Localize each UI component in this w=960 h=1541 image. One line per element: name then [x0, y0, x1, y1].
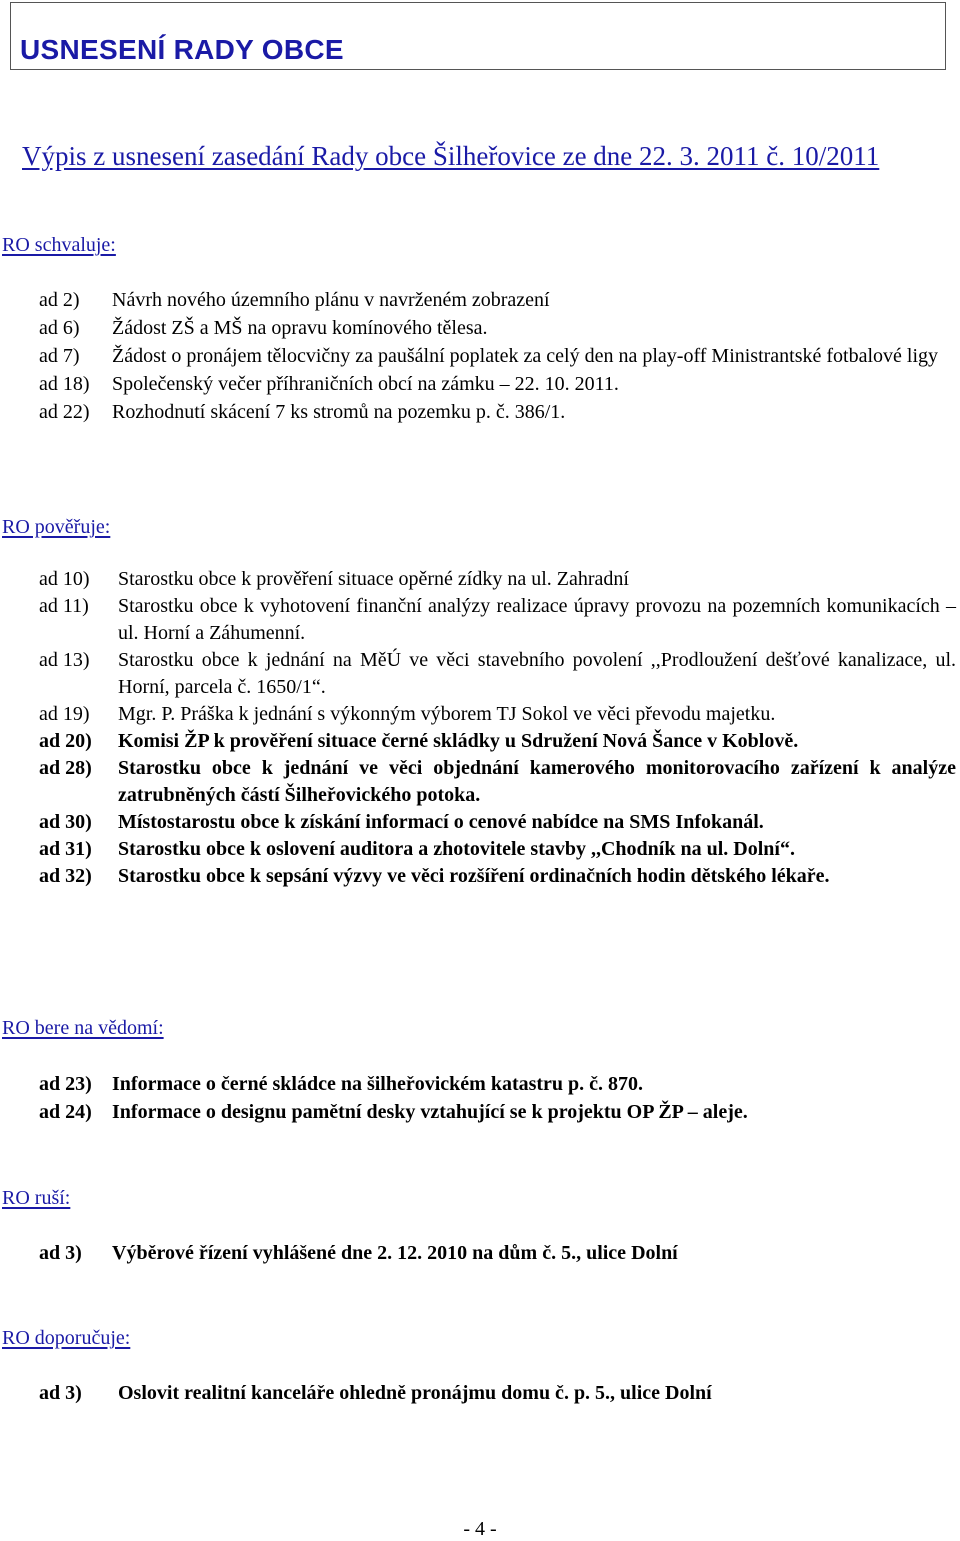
- item-number: ad 24): [39, 1101, 92, 1123]
- item-text: Místostarostu obce k získání informací o cenové nabídce na SMS Infokanál.: [118, 811, 764, 833]
- page-number: - 4 -: [463, 1518, 497, 1540]
- list-item: [39, 342, 958, 370]
- list-item: [39, 286, 958, 314]
- item-number: ad 30): [39, 811, 92, 833]
- list-item: [39, 836, 956, 863]
- list-item: [39, 728, 956, 755]
- item-number: ad 10): [39, 568, 90, 590]
- item-text: Rozhodnutí skácení 7 ks stromů na pozemku p. č. 386/1.: [112, 401, 566, 423]
- list-item: [39, 398, 958, 426]
- section-heading-poveruje: RO pověřuje:: [2, 516, 111, 538]
- page-title: USNESENÍ RADY OBCE: [20, 34, 344, 65]
- item-number: ad 3): [39, 1242, 82, 1264]
- list-item: [39, 370, 958, 398]
- list-item: [39, 755, 956, 809]
- rusi-list: [39, 1239, 956, 1267]
- item-number: ad 3): [39, 1382, 82, 1404]
- item-number: ad 13): [39, 649, 90, 671]
- item-number: ad 18): [39, 373, 90, 395]
- item-text: Žádost o pronájem tělocvičny za paušální poplatek za celý den na play-off Ministrantské fotbalové ligy: [112, 345, 939, 367]
- poveruje-list: [39, 566, 956, 890]
- item-number: ad 22): [39, 401, 90, 423]
- item-text: Informace o černé skládce na šilheřovickém katastru p. č. 870.: [112, 1073, 644, 1095]
- list-item: [39, 593, 956, 647]
- list-item: [39, 1098, 956, 1126]
- item-text: Komisi ŽP k prověření situace černé skládky u Sdružení Nová Šance v Koblově.: [118, 730, 799, 752]
- list-item: [39, 314, 958, 342]
- section-heading-schvaluje: RO schvaluje:: [2, 234, 116, 256]
- section-heading-doporucuje: RO doporučuje:: [2, 1327, 131, 1349]
- list-item: [39, 809, 956, 836]
- section-heading-bere: RO bere na vědomí:: [2, 1017, 164, 1039]
- bere-list: [39, 1070, 956, 1126]
- item-text: Starostku obce k jednání na MěÚ ve věci stavebního povolení ,,Prodloužení dešťové kanalizace, ul. Horní, parcela č. 1650/1“.: [118, 649, 956, 698]
- list-item: [39, 1070, 956, 1098]
- schvaluje-list: [39, 286, 958, 426]
- item-number: ad 32): [39, 865, 92, 887]
- item-text: Společenský večer příhraničních obcí na zámku – 22. 10. 2011.: [112, 373, 619, 395]
- item-text: Oslovit realitní kanceláře ohledně pronájmu domu č. p. 5., ulice Dolní: [118, 1382, 712, 1404]
- item-text: Starostku obce k vyhotovení finanční analýzy realizace úpravy provozu na pozemních komunikacích – ul. Horní a Záhumenní.: [118, 595, 956, 644]
- item-number: ad 19): [39, 703, 90, 725]
- item-text: Starostku obce k oslovení auditora a zhotovitele stavby ,,Chodník na ul. Dolní“.: [118, 838, 795, 860]
- item-text: Mgr. P. Práška k jednání s výkonným výborem TJ Sokol ve věci převodu majetku.: [118, 703, 776, 725]
- list-item: [39, 701, 956, 728]
- item-text: Výběrové řízení vyhlášené dne 2. 12. 2010 na dům č. 5., ulice Dolní: [112, 1242, 678, 1264]
- item-text: Informace o designu pamětní desky vztahující se k projektu OP ŽP – aleje.: [112, 1101, 748, 1123]
- item-text: Žádost ZŠ a MŠ na opravu komínového tělesa.: [112, 317, 488, 339]
- list-item: [39, 566, 956, 593]
- item-number: ad 23): [39, 1073, 92, 1095]
- item-number: ad 11): [39, 595, 89, 617]
- item-text: Starostku obce k prověření situace opěrné zídky na ul. Zahradní: [118, 568, 629, 590]
- item-number: ad 6): [39, 317, 80, 339]
- item-text: Návrh nového územního plánu v navrženém zobrazení: [112, 289, 550, 311]
- item-number: ad 7): [39, 345, 80, 367]
- list-item: [39, 1239, 956, 1267]
- list-item: [39, 863, 956, 890]
- item-number: ad 28): [39, 757, 92, 779]
- list-item: [39, 1379, 956, 1407]
- item-number: ad 20): [39, 730, 92, 752]
- list-item: [39, 647, 956, 701]
- section-heading-rusi: RO ruší:: [2, 1187, 71, 1209]
- item-number: ad 31): [39, 838, 92, 860]
- item-text: Starostku obce k jednání ve věci objednání kamerového monitorovacího zařízení k analýze zatrubněných částí Šilheřovického potoka.: [118, 757, 956, 806]
- doporucuje-list: [39, 1379, 956, 1407]
- item-text: Starostku obce k sepsání výzvy ve věci rozšíření ordinačních hodin dětského lékaře.: [118, 865, 830, 887]
- item-number: ad 2): [39, 289, 80, 311]
- document-subtitle: Výpis z usnesení zasedání Rady obce Šilheřovice ze dne 22. 3. 2011 č. 10/2011: [22, 141, 880, 171]
